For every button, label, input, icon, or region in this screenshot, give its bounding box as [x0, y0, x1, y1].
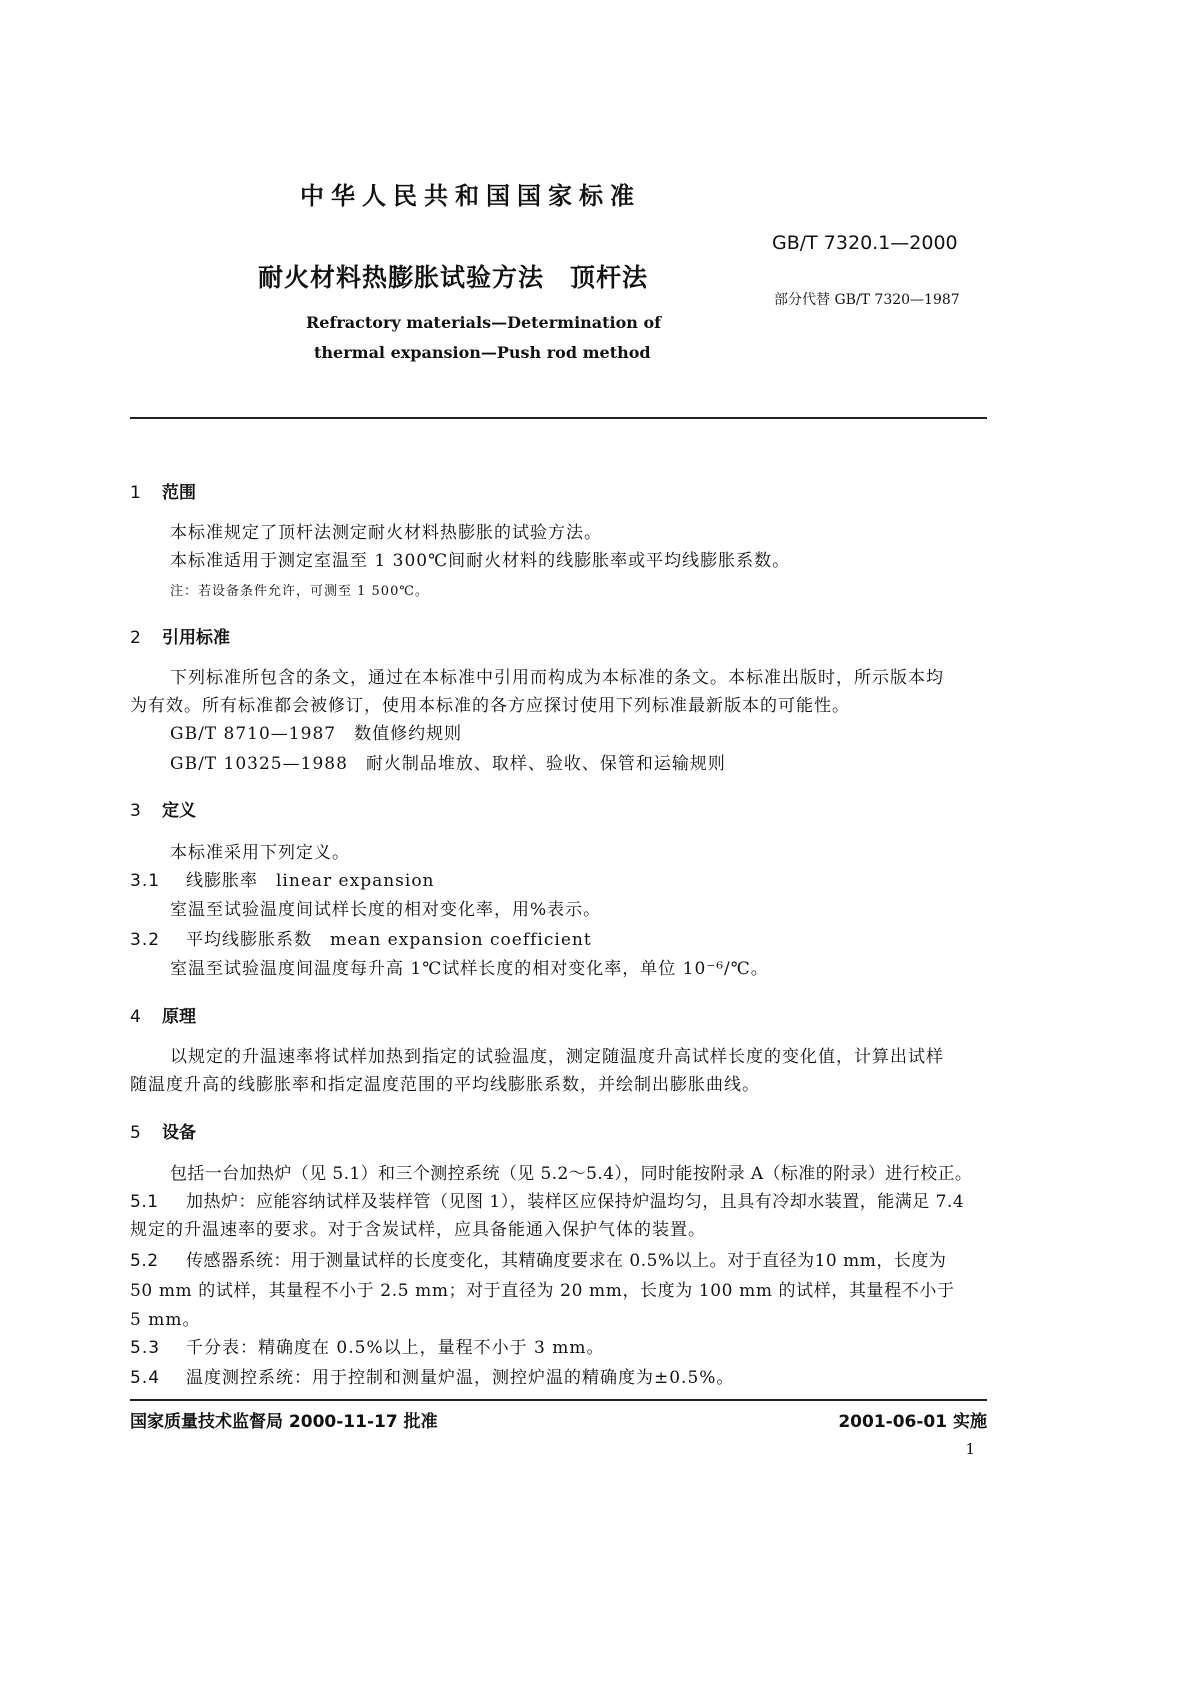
item-5-2-line-1: 5.2 传感器系统：用于测量试样的长度变化，其精确度要求在 0.5%以上。对于直径为10 mm，长度为	[130, 1251, 947, 1271]
section-2-paragraph-line-1: 下列标准所包含的条文，通过在本标准中引用而构成为本标准的条文。本标准出版时，所示版本均	[170, 668, 944, 688]
replaces-note: 部分代替 GB/T 7320—1987	[774, 292, 960, 308]
english-title-line-2: thermal expansion—Push rod method	[314, 343, 651, 362]
approval-note: 国家质量技术监督局 2000-11-17 批准	[130, 1412, 438, 1432]
section-1-paragraph-2: 本标准适用于测定室温至 1 300℃间耐火材料的线膨胀率或平均线膨胀系数。	[170, 551, 791, 571]
section-1-heading: 1 范围	[130, 483, 196, 503]
section-4-paragraph-line-2: 随温度升高的线膨胀率和指定温度范围的平均线膨胀系数，并绘制出膨胀曲线。	[130, 1075, 760, 1095]
page-number: 1	[965, 1440, 975, 1458]
section-2-paragraph-line-2: 为有效。所有标准都会被修订，使用本标准的各方应探讨使用下列标准最新版本的可能性。	[130, 696, 850, 716]
item-5-3: 5.3 千分表：精确度在 0.5%以上，量程不小于 3 mm。	[130, 1338, 605, 1358]
document-title: 耐火材料热膨胀试验方法 顶杆法	[258, 263, 649, 292]
definition-3-2-text: 室温至试验温度间温度每升高 1℃试样长度的相对变化率，单位 10⁻⁶/℃。	[170, 959, 769, 979]
header-divider	[130, 417, 987, 419]
section-5-paragraph: 包括一台加热炉（见 5.1）和三个测控系统（见 5.2～5.4），同时能按附录 A（标准的附录）进行校正。	[170, 1164, 973, 1184]
section-5-heading: 5 设备	[130, 1123, 196, 1143]
definition-3-2-term: 3.2 平均线膨胀系数 mean expansion coefficient	[130, 930, 592, 950]
section-2-heading: 2 引用标准	[130, 628, 230, 648]
definition-3-1-text: 室温至试验温度间试样长度的相对变化率，用%表示。	[170, 900, 602, 920]
english-title-line-1: Refractory materials—Determination of	[306, 313, 662, 332]
item-5-2-line-3: 5 mm。	[130, 1310, 201, 1330]
section-1-paragraph-1: 本标准规定了顶杆法测定耐火材料热膨胀的试验方法。	[170, 523, 602, 543]
national-standard-title: 中华人民共和国国家标准	[300, 182, 641, 210]
section-4-heading: 4 原理	[130, 1007, 196, 1027]
item-5-4: 5.4 温度测控系统：用于控制和测量炉温，测控炉温的精确度为±0.5%。	[130, 1368, 735, 1388]
item-5-1-line-1: 5.1 加热炉：应能容纳试样及装样管（见图 1），装样区应保持炉温均匀，且具有冷却水装置，能满足 7.4	[130, 1192, 965, 1212]
section-3-heading: 3 定义	[130, 801, 196, 821]
section-3-paragraph: 本标准采用下列定义。	[170, 843, 350, 863]
definition-3-1-term: 3.1 线膨胀率 linear expansion	[130, 871, 435, 891]
section-1-note: 注：若设备条件允许，可测至 1 500℃。	[170, 584, 429, 599]
reference-gbt-10325: GB/T 10325—1988 耐火制品堆放、取样、验收、保管和运输规则	[170, 754, 726, 774]
effective-date: 2001-06-01 实施	[838, 1412, 987, 1432]
item-5-1-line-2: 规定的升温速率的要求。对于含炭试样，应具备能通入保护气体的装置。	[130, 1220, 706, 1240]
standard-number: GB/T 7320.1—2000	[772, 232, 958, 254]
section-4-paragraph-line-1: 以规定的升温速率将试样加热到指定的试验温度，测定随温度升高试样长度的变化值，计算出试样	[170, 1047, 944, 1067]
item-5-2-line-2: 50 mm 的试样，其量程不小于 2.5 mm；对于直径为 20 mm，长度为 100 mm 的试样，其量程不小于	[130, 1281, 955, 1301]
reference-gbt-8710: GB/T 8710—1987 数值修约规则	[170, 724, 463, 744]
footer-divider	[130, 1399, 987, 1401]
